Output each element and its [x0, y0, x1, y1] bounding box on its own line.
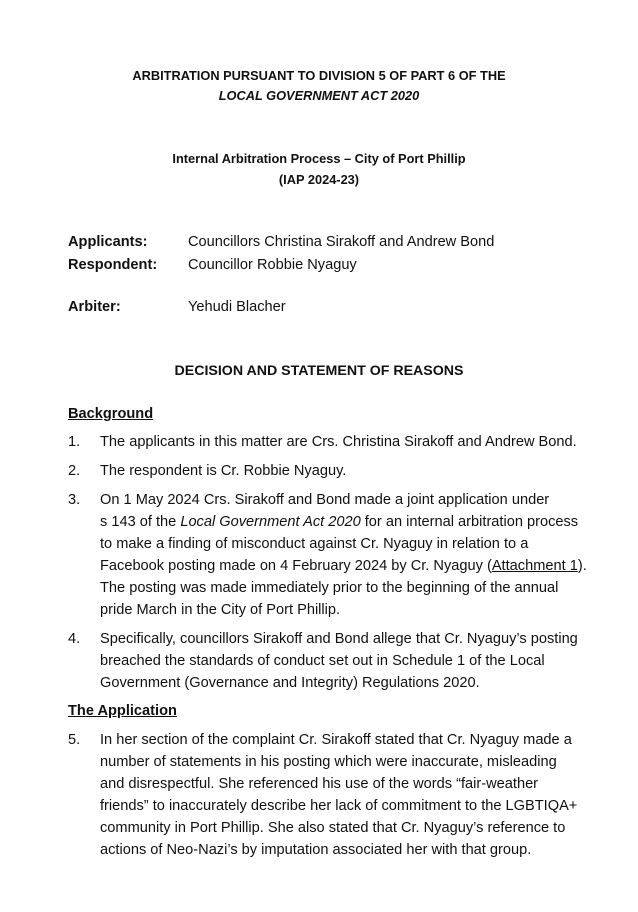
paragraph-3-line-4-a: Facebook posting made on 4 February 2024 by Cr. Nyaguy ( [100, 558, 492, 574]
parties-block [68, 230, 608, 276]
arbiter-value: Yehudi Blacher [188, 298, 286, 315]
respondent-value: Councillor Robbie Nyaguy [188, 256, 357, 273]
paragraph-4 [68, 628, 588, 694]
paragraph-5-number: 5. [68, 732, 81, 748]
paragraph-4-line-3: Government (Governance and Integrity) Regulations 2020. [100, 675, 480, 691]
paragraph-5-line-6: actions of Neo-Nazi’s by imputation associated her with that group. [100, 842, 532, 858]
paragraph-5-line-2: number of statements in his posting which were inaccurate, misleading [100, 754, 557, 770]
paragraph-4-number: 4. [68, 631, 81, 647]
paragraph-3-line-6: pride March in the City of Port Phillip. [100, 602, 341, 618]
paragraph-4-line-1: Specifically, councillors Sirakoff and Bond allege that Cr. Nyaguy’s posting [100, 631, 578, 647]
paragraph-4-line-2: breached the standards of conduct set out in Schedule 1 of the Local [100, 653, 545, 669]
paragraph-3-line-1: On 1 May 2024 Crs. Sirakoff and Bond made a joint application under [100, 492, 550, 508]
subtitle-line-2: (IAP 2024-23) [278, 172, 360, 187]
arbiter-label: Arbiter: [68, 298, 121, 315]
paragraph-5-line-4: friends” to inaccurately describe her lack of commitment to the LGBTIQA+ [100, 798, 578, 814]
paragraph-5-line-1: In her section of the complaint Cr. Sirakoff stated that Cr. Nyaguy made a [100, 732, 572, 748]
paragraph-2-number: 2. [68, 463, 81, 479]
paragraph-3-line-4 [100, 555, 588, 577]
respondent-row [68, 253, 608, 276]
paragraph-3 [68, 489, 588, 621]
title-line-1: ARBITRATION PURSUANT TO DIVISION 5 OF PART 6 OF THE [132, 68, 506, 83]
paragraph-5 [68, 729, 588, 861]
paragraph-3-line-2 [100, 511, 588, 533]
paragraph-5-line-3: and disrespectful. She referenced his use of the words “fair-weather [100, 776, 539, 792]
paragraph-5-line-5: community in Port Phillip. She also stated that Cr. Nyaguy’s reference to [100, 820, 566, 836]
paragraph-3-line-3: to make a finding of misconduct against Cr. Nyaguy in relation to a [100, 536, 529, 552]
applicants-label: Applicants: [68, 233, 148, 250]
paragraph-3-line-5: The posting was made immediately prior to the beginning of the annual [100, 580, 559, 596]
respondent-label: Respondent: [68, 256, 158, 273]
paragraph-5-text [100, 729, 588, 861]
paragraph-2 [68, 460, 588, 482]
attachment-1-link[interactable]: Attachment 1 [491, 558, 578, 574]
applicants-value: Councillors Christina Sirakoff and Andrew Bond [188, 233, 495, 250]
subtitle-line-1: Internal Arbitration Process – City of Port Phillip [172, 151, 466, 166]
applicants-row [68, 230, 608, 253]
title-line-2: LOCAL GOVERNMENT ACT 2020 [218, 88, 420, 103]
background-heading: Background [68, 406, 154, 422]
paragraph-3-line-2-c: for an internal arbitration process [360, 514, 579, 530]
paragraph-1-text [100, 431, 588, 453]
act-citation: Local Government Act 2020 [180, 514, 361, 530]
paragraph-1-number: 1. [68, 434, 81, 450]
paragraph-3-line-4-c: ). [577, 558, 587, 574]
arbiter-block [68, 295, 608, 318]
application-heading: The Application [68, 703, 177, 719]
decision-heading: DECISION AND STATEMENT OF REASONS [174, 363, 464, 379]
paragraph-2-text [100, 460, 588, 482]
document-subtitle [0, 148, 638, 190]
paragraph-2-line: The respondent is Cr. Robbie Nyaguy. [100, 463, 347, 479]
paragraph-1-line: The applicants in this matter are Crs. Christina Sirakoff and Andrew Bond. [100, 434, 577, 450]
paragraph-3-text [100, 489, 588, 621]
paragraph-1 [68, 431, 588, 453]
arbiter-row [68, 295, 608, 318]
paragraph-4-text [100, 628, 588, 694]
paragraph-3-number: 3. [68, 492, 81, 508]
document-title [0, 66, 638, 106]
paragraph-3-line-2-a: s 143 of the [100, 514, 181, 530]
